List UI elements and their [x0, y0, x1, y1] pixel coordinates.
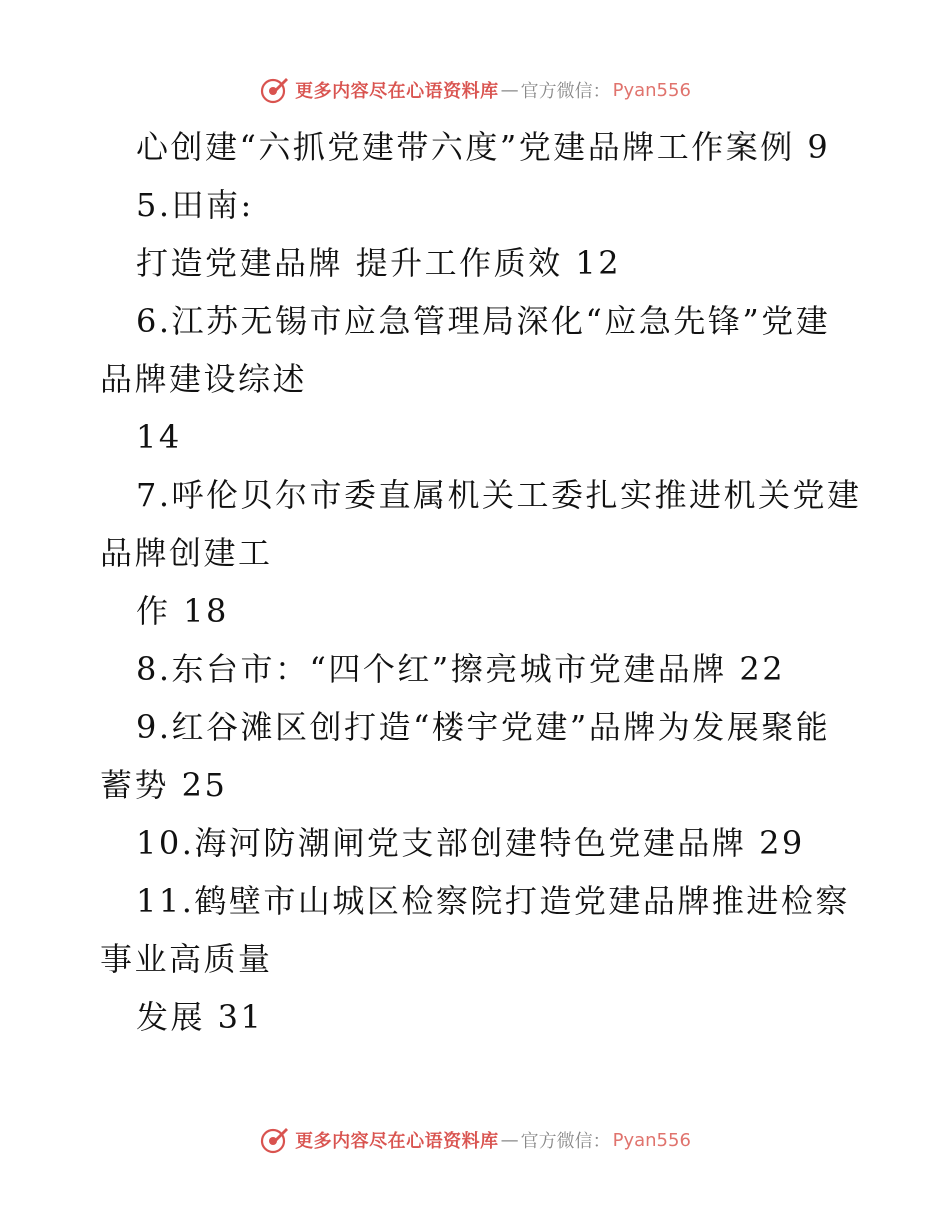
watermark-separator: —: [500, 1129, 519, 1151]
pen-logo-icon: [259, 75, 289, 105]
toc-line: 8.东台市：“四个红”擦亮城市党建品牌 22: [136, 650, 786, 688]
toc-line: 事业高质量: [100, 940, 273, 978]
toc-line: 7.呼伦贝尔市委直属机关工委扎实推进机关党建: [136, 476, 862, 514]
header-watermark: [0, 72, 950, 108]
toc-line: 11.鹤壁市山城区检察院打造党建品牌推进检察: [136, 882, 850, 920]
toc-line: 6.江苏无锡市应急管理局深化“应急先锋”党建: [136, 302, 831, 340]
watermark-separator: —: [500, 79, 519, 101]
toc-line: 5.田南:: [136, 186, 254, 224]
watermark-id-text: Pyan556: [612, 1129, 691, 1151]
toc-line: 作 18: [136, 592, 229, 630]
watermark-gray-text: 官方微信：: [520, 81, 611, 102]
toc-line: 打造党建品牌 提升工作质效 12: [136, 244, 622, 282]
toc-line: 心创建“六抓党建带六度”党建品牌工作案例 9: [136, 128, 831, 166]
watermark-red-text: 更多内容尽在心语资料库: [295, 81, 499, 102]
pen-logo-icon: [259, 1125, 289, 1155]
toc-line: 14: [136, 418, 182, 456]
toc-line: 10.海河防潮闸党支部创建特色党建品牌 29: [136, 824, 805, 862]
toc-line: 9.红谷滩区创打造“楼宇党建”品牌为发展聚能: [136, 708, 831, 746]
toc-line: 品牌建设综述: [100, 360, 308, 398]
toc-line: 发展 31: [136, 998, 264, 1036]
watermark-gray-text: 官方微信：: [520, 1131, 611, 1152]
toc-line: 蓄势 25: [100, 766, 228, 804]
toc-list: [0, 118, 950, 1046]
watermark-red-text: 更多内容尽在心语资料库: [295, 1131, 499, 1152]
toc-line: 品牌创建工: [100, 534, 273, 572]
watermark-id-text: Pyan556: [612, 79, 691, 101]
footer-watermark: [0, 1122, 950, 1158]
